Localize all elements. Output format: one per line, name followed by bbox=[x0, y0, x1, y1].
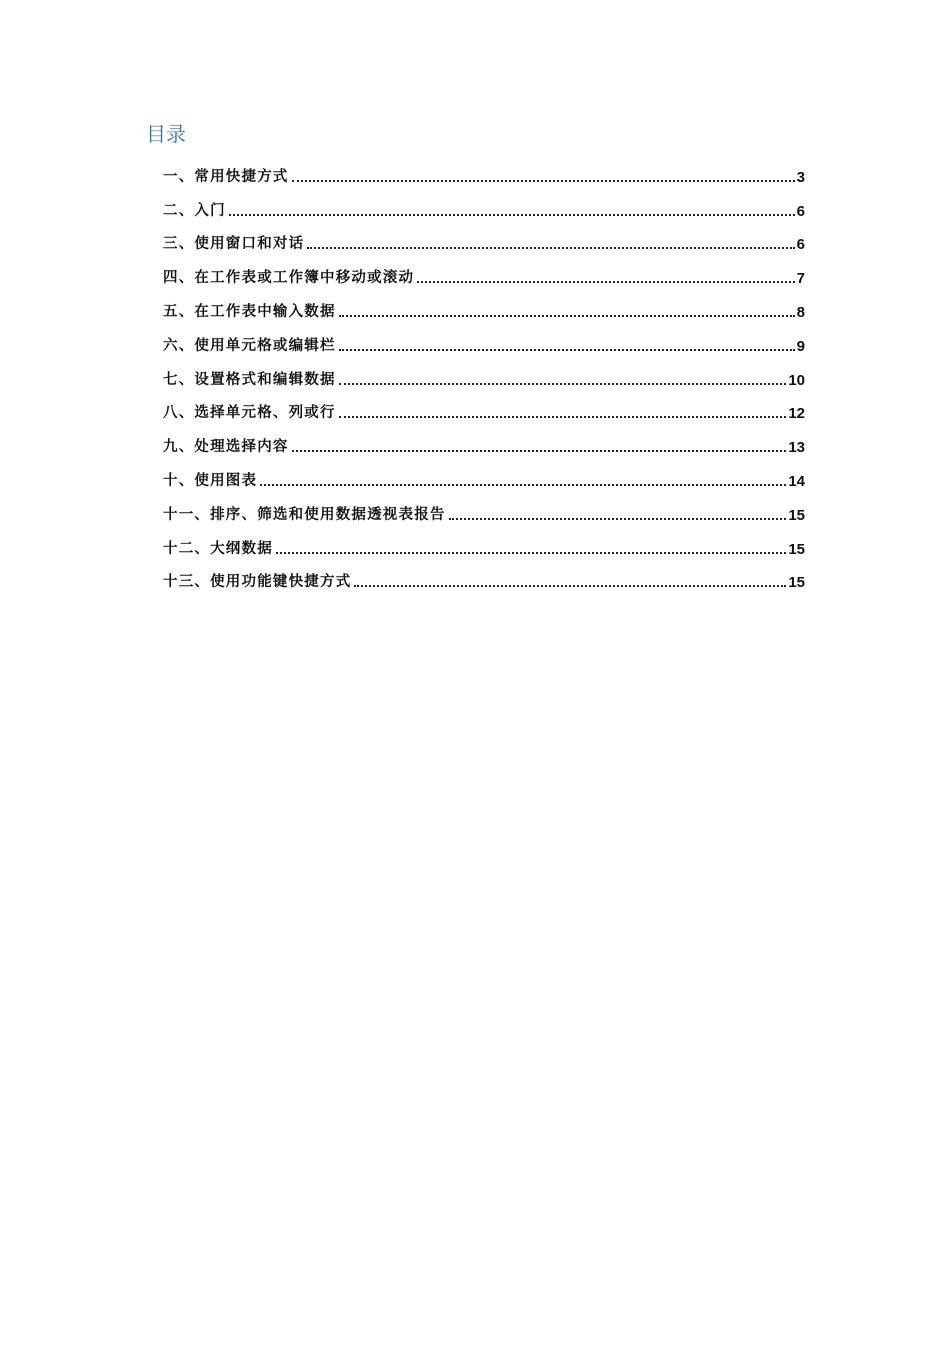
toc-entry-2[interactable] bbox=[163, 192, 805, 226]
dot-leader bbox=[307, 247, 794, 249]
dot-leader bbox=[354, 585, 786, 587]
toc-entry-label: 七、设置格式和编辑数据 bbox=[163, 371, 336, 388]
dot-leader bbox=[339, 349, 795, 351]
toc-entry-label: 九、处理选择内容 bbox=[163, 439, 289, 456]
dot-leader bbox=[449, 518, 787, 520]
toc-title: 目录 bbox=[146, 122, 186, 146]
dot-leader bbox=[292, 180, 795, 182]
toc-entry-4[interactable] bbox=[163, 259, 805, 293]
toc-entry-1[interactable] bbox=[163, 158, 805, 192]
toc-entry-label: 四、在工作表或工作簿中移动或滚动 bbox=[163, 270, 415, 287]
toc-entry-page: 9 bbox=[796, 337, 805, 355]
toc-entry-page: 13 bbox=[788, 439, 805, 457]
toc-entry-8[interactable] bbox=[163, 395, 805, 429]
toc-entry-page: 15 bbox=[788, 540, 805, 558]
toc-entry-page: 14 bbox=[788, 472, 805, 490]
dot-leader bbox=[417, 281, 794, 283]
toc-entry-label: 十、使用图表 bbox=[163, 472, 258, 489]
dot-leader bbox=[339, 315, 795, 317]
toc-entry-page: 15 bbox=[788, 506, 805, 524]
dot-leader bbox=[339, 416, 787, 418]
toc-entry-label: 八、选择单元格、列或行 bbox=[163, 405, 336, 422]
toc-entry-5[interactable] bbox=[163, 293, 805, 327]
toc-entry-page: 7 bbox=[796, 270, 805, 288]
toc-entry-label: 二、入门 bbox=[163, 202, 226, 219]
toc-entry-page: 15 bbox=[788, 574, 805, 592]
toc-entry-9[interactable] bbox=[163, 428, 805, 462]
toc-entry-page: 6 bbox=[796, 202, 805, 220]
toc-entry-label: 十二、大纲数据 bbox=[163, 540, 273, 557]
toc-entry-page: 8 bbox=[796, 303, 805, 321]
toc-entry-10[interactable] bbox=[163, 462, 805, 496]
toc-entry-11[interactable] bbox=[163, 496, 805, 530]
toc-list bbox=[163, 158, 805, 597]
toc-entry-page: 10 bbox=[788, 371, 805, 389]
toc-entry-3[interactable] bbox=[163, 226, 805, 260]
toc-entry-label: 十一、排序、筛选和使用数据透视表报告 bbox=[163, 506, 446, 523]
toc-entry-page: 3 bbox=[796, 168, 805, 186]
toc-entry-label: 三、使用窗口和对话 bbox=[163, 236, 305, 253]
toc-entry-6[interactable] bbox=[163, 327, 805, 361]
dot-leader bbox=[260, 484, 786, 486]
toc-entry-label: 五、在工作表中输入数据 bbox=[163, 303, 336, 320]
dot-leader bbox=[339, 383, 787, 385]
dot-leader bbox=[292, 450, 787, 452]
dot-leader bbox=[276, 552, 786, 554]
toc-entry-label: 六、使用单元格或编辑栏 bbox=[163, 337, 336, 354]
toc-entry-page: 6 bbox=[796, 236, 805, 254]
toc-entry-label: 一、常用快捷方式 bbox=[163, 168, 289, 185]
toc-entry-label: 十三、使用功能键快捷方式 bbox=[163, 574, 352, 591]
toc-entry-13[interactable] bbox=[163, 564, 805, 598]
toc-entry-page: 12 bbox=[788, 405, 805, 423]
toc-entry-12[interactable] bbox=[163, 530, 805, 564]
toc-entry-7[interactable] bbox=[163, 361, 805, 395]
dot-leader bbox=[229, 214, 795, 216]
